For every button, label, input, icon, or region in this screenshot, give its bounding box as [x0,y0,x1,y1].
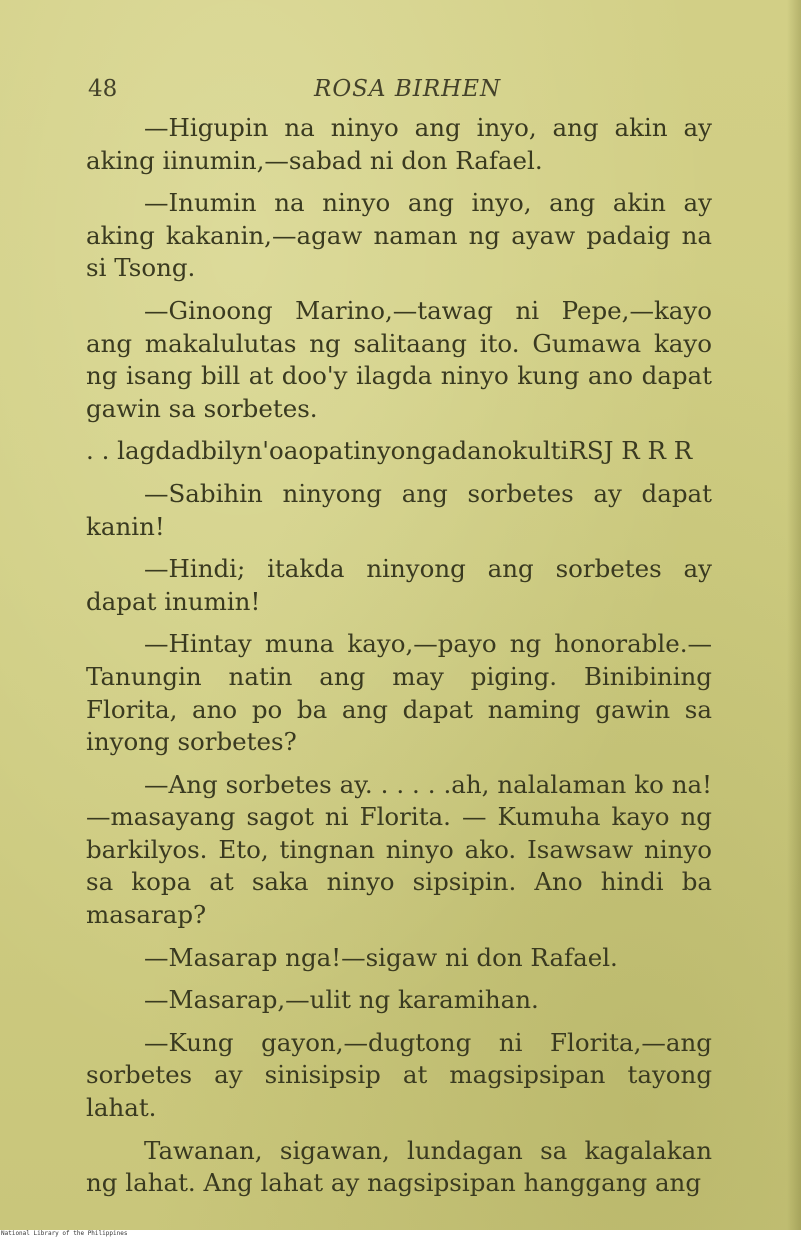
library-credit: National Library of the Philippines [0,1230,801,1238]
paragraph: —Masarap,—ulit ng karamihan. [144,985,539,1015]
paragraph: —Masarap nga!—sigaw ni don Rafael. [144,942,618,972]
paragraph: Tawanan, sigawan, lundagan sa kagalakan ng lahat. Ang lahat ay nagsipsipan hanggang ang [86,1135,712,1198]
body-text [86,112,712,1210]
paragraph: —Sabihin ninyong ang sorbetes ay dapat kanin! [86,478,712,541]
paragraph: —Ginoong Marino,—tawag ni Pepe,—kayo ang makalulutas ng salitaang ito. Gumawa kayo ng isang bill at doo'y ilagda ninyo kung ano dapat gawin sa sorbetes. [86,295,712,423]
paragraph: —Higupin na ninyo ang inyo, ang akin ay aking iinumin,—sabad ni don Rafael. [86,113,712,175]
running-title: ROSA BIRHEN [314,76,502,102]
page-number: 48 [88,76,118,102]
page-header [88,76,708,108]
paragraph: —Hintay muna kayo,—payo ng honorable.—Tanungin natin ang may piging. Binibining Florita, ano po ba ang dapat naming gawin sa inyong sorbetes? [86,629,712,757]
paragraph: —Inumin na ninyo ang inyo, ang akin ay aking kakanin,—agaw naman ng ayaw padaig na si Tsong. [86,188,712,283]
paragraph: —Kung gayon,—dugtong ni Florita,—ang sorbetes ay sinisipsip at magsipsipan tayong lahat. [86,1027,712,1123]
paragraph: . . lagdadbilyn'oaopatinyongadanokultiRSJ R R R [86,436,693,466]
paragraph: —Ang sorbetes ay. . . . . .ah, nalalaman ko na! —masayang sagot ni Florita. — Kumuha kayo ng barkilyos. Eto, tingnan ninyo ako. Isawsaw ninyo sa kopa at saka ninyo sipsipin. Ano hindi ba masarap? [86,769,712,930]
paragraph: —Hindi; itakda ninyong ang sorbetes ay dapat inumin! [86,554,712,616]
